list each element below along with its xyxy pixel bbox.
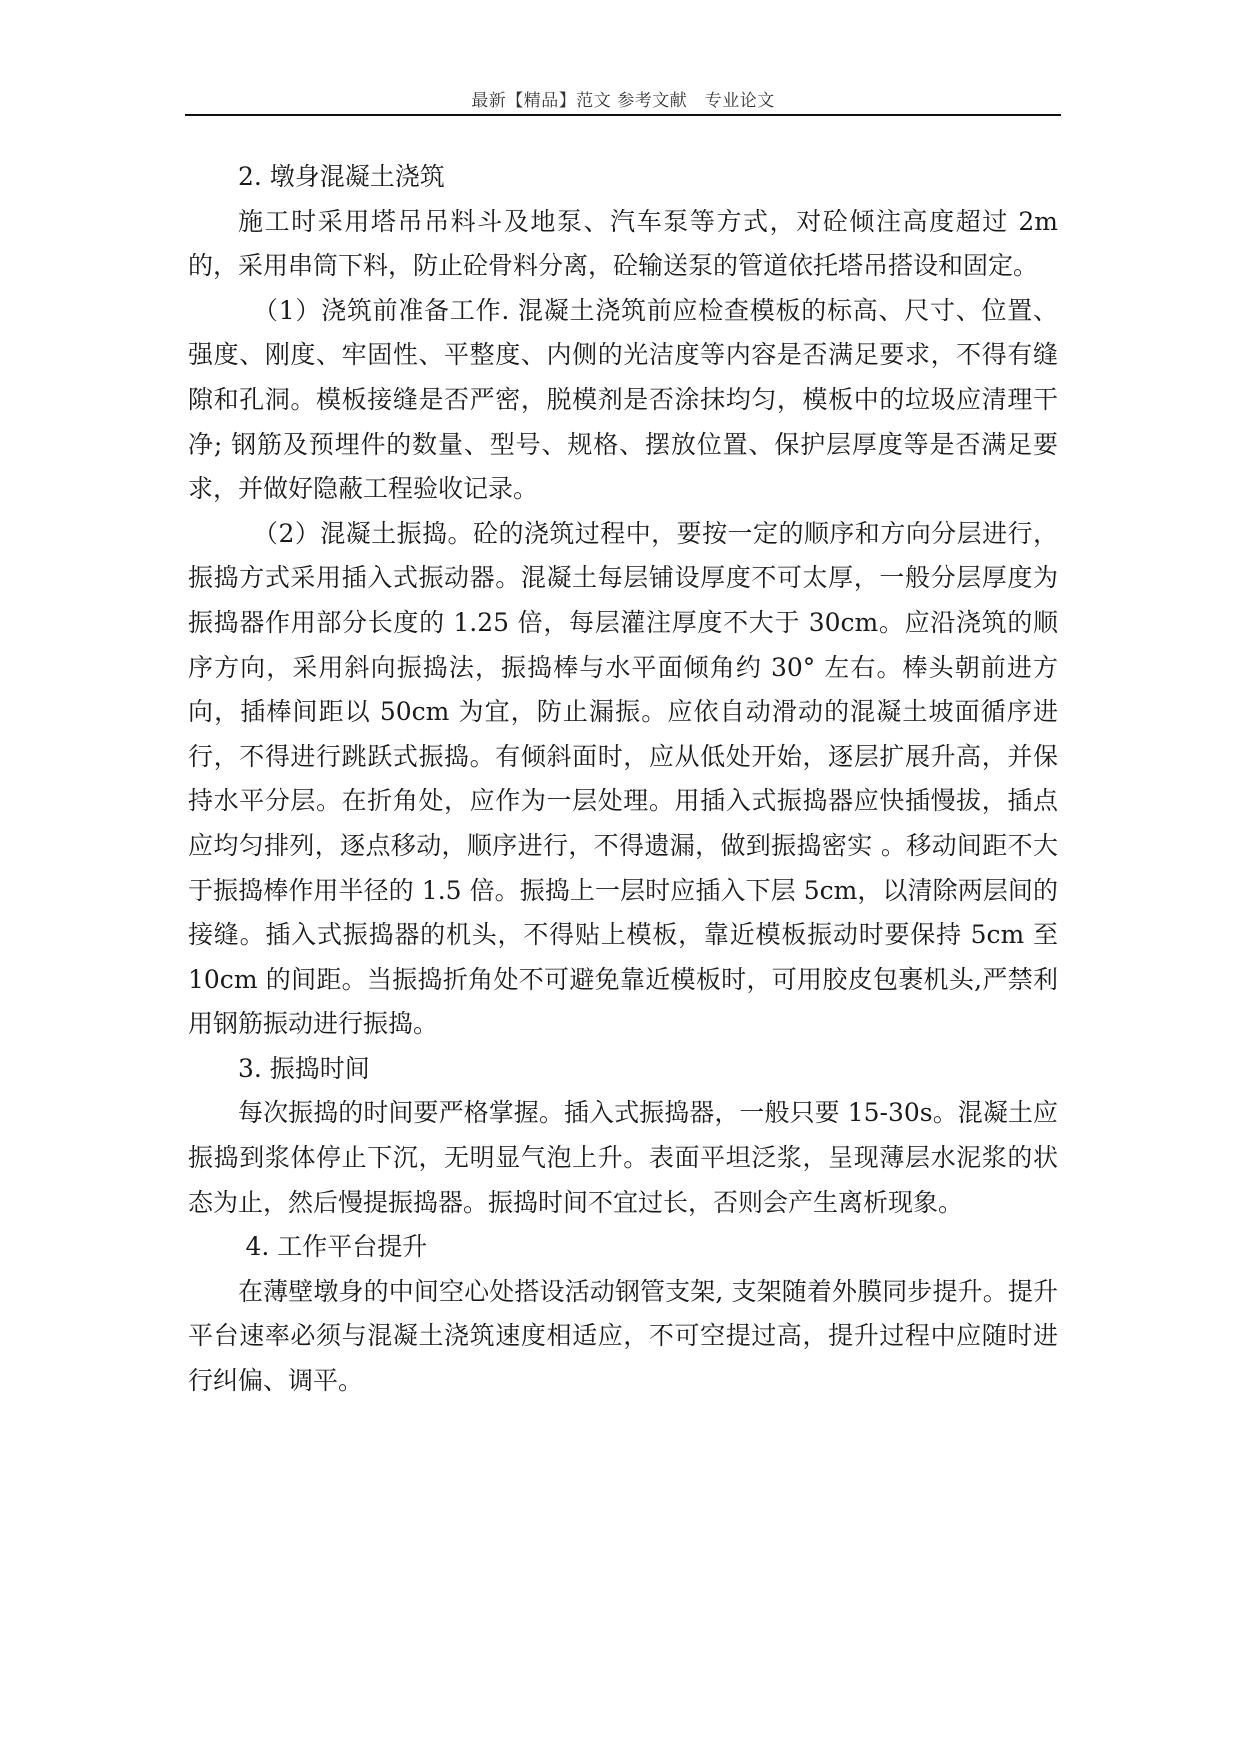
section-4-heading: 4. 工作平台提升 (245, 1232, 428, 1262)
section-2-paragraph-3: （2）混凝土振捣。砼的浇筑过程中，要按一定的顺序和方向分层进行，振捣方式采用插入式振动器。混凝土每层铺设厚度不可太厚，一般分层厚度为振捣器作用部分长度的 1.25 倍，每层灌注厚度不大于 30cm。应沿浇筑的顺序方向，采用斜向振捣法，振捣棒与水平面倾角约 30° 左右。棒头朝前进方向，插棒间距以 50cm 为宜，防止漏振。应依自动滑动的混凝土坡面循序进行，不得进行跳跃式振捣。有倾斜面时，应从低处开始，逐层扩展升高，并保持水平分层。在折角处，应作为一层处理。用插入式振捣器应快插慢拔，插点应均匀排列，逐点移动，顺序进行，不得遗漏，做到振捣密实 。移动间距不大于振捣棒作用半径的 1.5 倍。振捣上一层时应插入下层 5cm，以清除两层间的接缝。插入式振捣器的机头，不得贴上模板，靠近模板振动时要保持 5cm 至 10cm 的间距。当振捣折角处不可避免靠近模板时，可用胶皮包裹机头,严禁利用钢筋振动进行振捣。 (188, 518, 1058, 1039)
header-divider (185, 114, 1061, 116)
section-2-paragraph-1: 施工时采用塔吊吊料斗及地泵、汽车泵等方式，对砼倾注高度超过 2m 的，采用串筒下料，防止砼骨料分离，砼输送泵的管道依托塔吊搭设和固定。 (188, 206, 1058, 281)
section-2-heading: 2. 墩身混凝土浇筑 (238, 162, 445, 191)
section-4-paragraph-1: 在薄壁墩身的中间空心处搭设活动钢管支架, 支架随着外膜同步提升。提升平台速率必须与混凝土浇筑速度相适应，不可空提过高，提升过程中应随时进行纠偏、调平。 (188, 1276, 1058, 1396)
section-3-paragraph-1: 每次振捣的时间要严格掌握。插入式振捣器，一般只要 15-30s。混凝土应振捣到浆体停止下沉，无明显气泡上升。表面平坦泛浆，呈现薄层水泥浆的状态为止，然后慢提振捣器。振捣时间不宜过长，否则会产生离析现象。 (188, 1098, 1058, 1217)
document-body (188, 155, 1058, 1404)
section-2-paragraph-2: （1）浇筑前准备工作. 混凝土浇筑前应检查模板的标高、尺寸、位置、强度、刚度、牢固性、平整度、内侧的光洁度等内容是否满足要求，不得有缝隙和孔洞。模板接缝是否严密，脱模剂是否涂抹均匀，模板中的垃圾应清理干净; 钢筋及预埋件的数量、型号、规格、摆放位置、保护层厚度等是否满足要求，并做好隐蔽工程验收记录。 (188, 295, 1058, 504)
section-3-heading: 3. 振捣时间 (238, 1053, 370, 1083)
page-header: 最新【精品】范文 参考文献 专业论文 (471, 91, 775, 111)
